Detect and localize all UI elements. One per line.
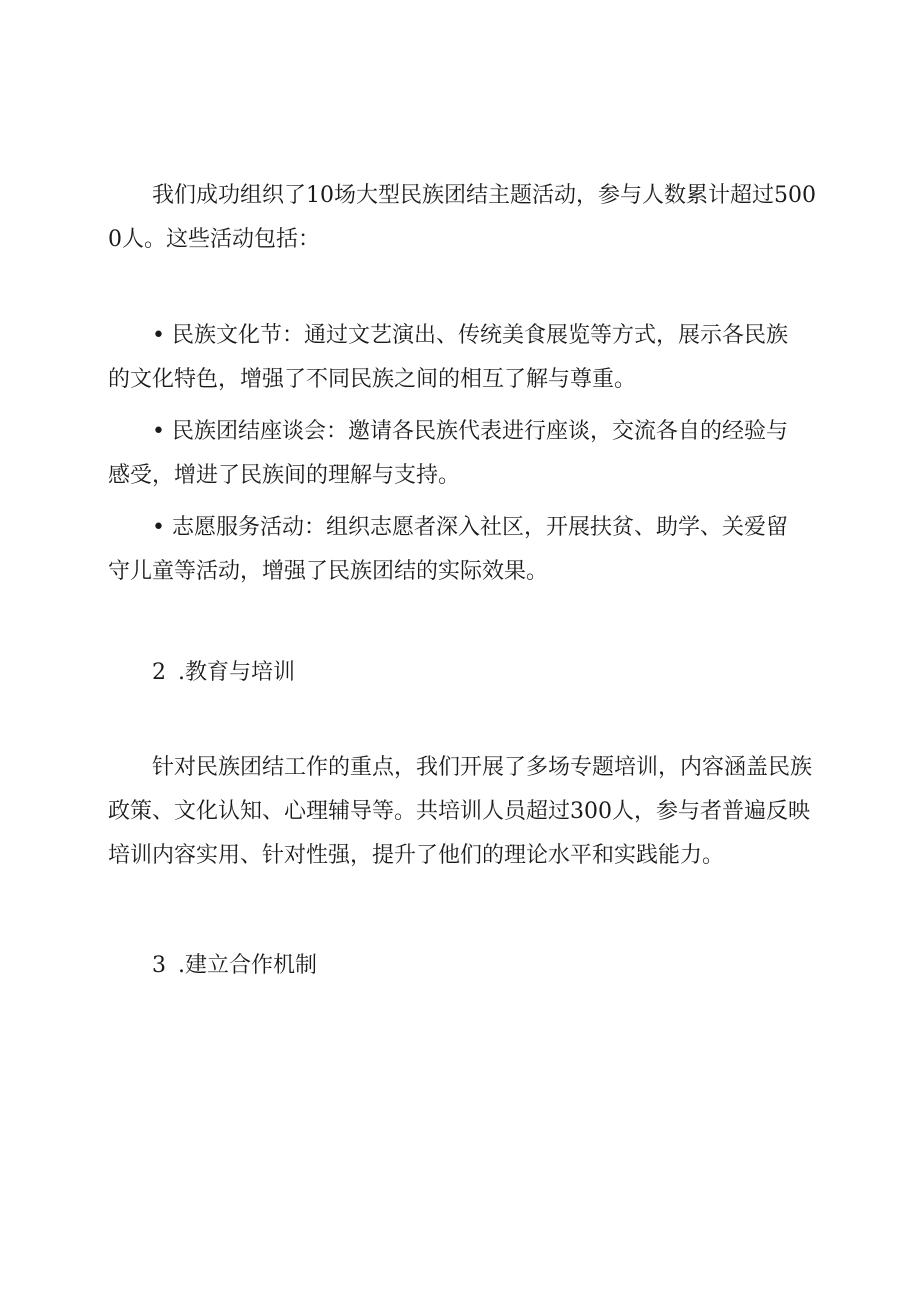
bullet-marker: • <box>152 323 165 348</box>
section-title: .教育与培训 <box>178 660 295 685</box>
section-heading-cooperation <box>152 944 317 988</box>
bullet-item-symposium <box>108 410 808 498</box>
education-paragraph: 针对民族团结工作的重点，我们开展了多场专题培训，内容涵盖民族政策、文化认知、心理辅导等。共培训人员超过300人，参与者普遍反映培训内容实用、针对性强，提升了他们的理论水平和实践能力。 <box>108 755 813 868</box>
section-title: .建立合作机制 <box>178 953 317 978</box>
section-number: 3 <box>152 953 166 978</box>
bullet-marker: • <box>152 515 165 540</box>
bullet-text: 民族团结座谈会：邀请各民族代表进行座谈，交流各自的经验与感受，增进了民族间的理解与支持。 <box>108 419 788 488</box>
bullet-item-volunteer <box>108 506 808 594</box>
section-heading-education <box>152 651 295 695</box>
bullet-item-culture-festival <box>108 314 808 402</box>
bullet-text: 民族文化节：通过文艺演出、传统美食展览等方式，展示各民族的文化特色，增强了不同民族之间的相互了解与尊重。 <box>108 323 788 392</box>
section-number: 2 <box>152 660 166 685</box>
intro-paragraph: 我们成功组织了10场大型民族团结主题活动，参与人数累计超过5000人。这些活动包括： <box>108 183 816 252</box>
bullet-text: 志愿服务活动：组织志愿者深入社区，开展扶贫、助学、关爱留守儿童等活动，增强了民族团结的实际效果。 <box>108 515 788 584</box>
bullet-marker: • <box>152 419 165 444</box>
